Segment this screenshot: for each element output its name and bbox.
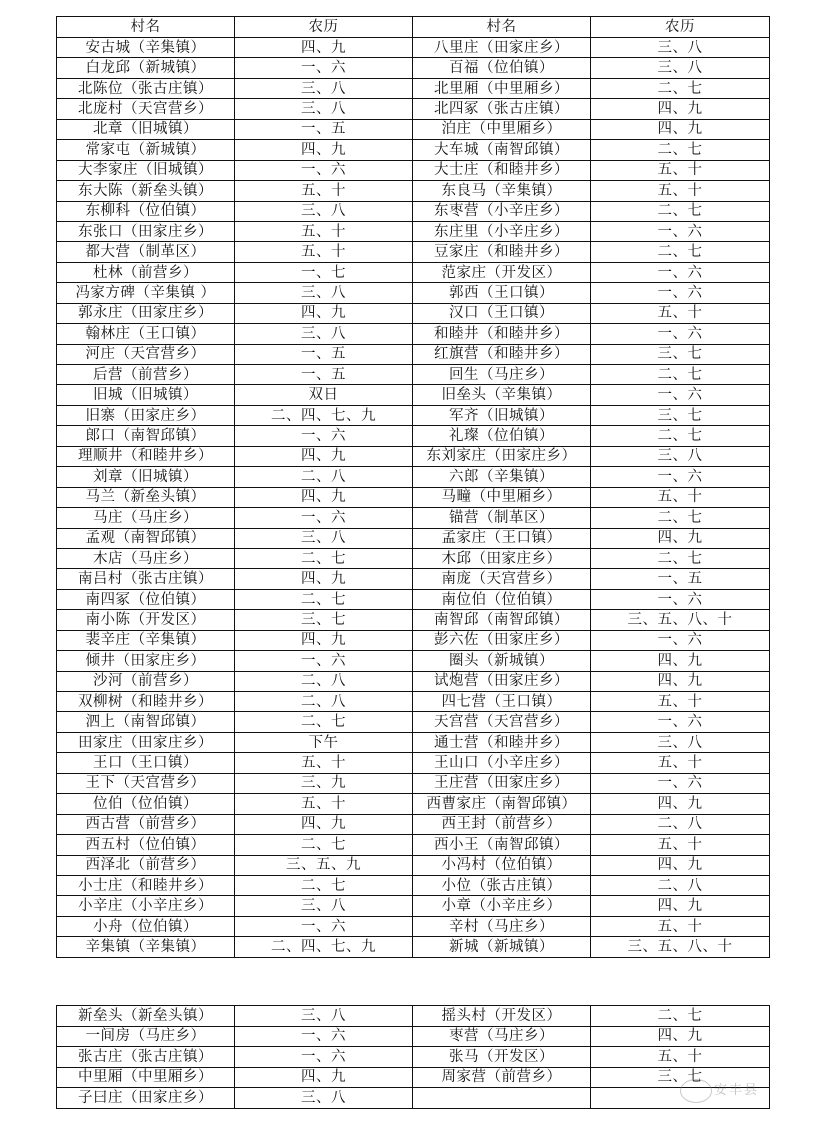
lunar-days-cell: 一、五 xyxy=(591,569,770,589)
table-row xyxy=(57,426,770,446)
lunar-days-cell: 三、八 xyxy=(235,78,413,98)
village-name-cell: 南吕村（张古庄镇） xyxy=(57,569,235,589)
table-body xyxy=(57,1006,770,1109)
village-name-cell: 汉口（王口镇） xyxy=(413,303,591,323)
table-row xyxy=(57,651,770,671)
village-name-cell: 南小陈（开发区） xyxy=(57,610,235,630)
lunar-days-cell: 五、十 xyxy=(235,242,413,262)
village-name-cell: 西泽北（前营乡） xyxy=(57,855,235,875)
village-name-cell: 位伯（位伯镇） xyxy=(57,794,235,814)
village-name-cell: 南四冢（位伯镇） xyxy=(57,589,235,609)
village-name-cell: 双柳树（和睦井乡） xyxy=(57,692,235,712)
village-name-cell: 通士营（和睦井乡） xyxy=(413,732,591,752)
lunar-days-cell: 三、八 xyxy=(591,446,770,466)
table-row xyxy=(57,896,770,916)
table-row xyxy=(57,1026,770,1047)
table-row xyxy=(57,385,770,405)
village-name-cell: 南智邱（南智邱镇） xyxy=(413,610,591,630)
village-name-cell: 小士庄（和睦井乡） xyxy=(57,875,235,895)
lunar-days-cell: 三、七 xyxy=(591,344,770,364)
lunar-days-cell: 三、八 xyxy=(235,896,413,916)
table-row xyxy=(57,1006,770,1027)
lunar-days-cell: 二、七 xyxy=(591,242,770,262)
village-name-cell: 小辛庄（小辛庄乡） xyxy=(57,896,235,916)
village-name-cell xyxy=(413,1088,591,1109)
village-name-cell: 周家营（前营乡） xyxy=(413,1067,591,1088)
village-name-cell: 北陈位（张古庄镇） xyxy=(57,78,235,98)
lunar-days-cell: 三、八 xyxy=(591,732,770,752)
lunar-days-cell: 五、十 xyxy=(591,692,770,712)
lunar-days-cell: 四、九 xyxy=(235,446,413,466)
lunar-days-cell: 一、六 xyxy=(591,589,770,609)
lunar-days-cell: 三、七 xyxy=(591,405,770,425)
village-name-cell: 东刘家庄（田家庄乡） xyxy=(413,446,591,466)
village-name-cell: 安古城（辛集镇） xyxy=(57,38,235,58)
village-name-cell: 南庞（天宫营乡） xyxy=(413,569,591,589)
lunar-days-cell: 四、九 xyxy=(235,569,413,589)
table-row xyxy=(57,610,770,630)
lunar-days-cell: 三、八 xyxy=(235,99,413,119)
lunar-days-cell: 四、九 xyxy=(235,487,413,507)
lunar-days-cell: 四、九 xyxy=(591,671,770,691)
lunar-days-cell: 二、七 xyxy=(591,1006,770,1027)
table-row xyxy=(57,78,770,98)
village-name-cell: 南位伯（位伯镇） xyxy=(413,589,591,609)
village-name-cell: 马疃（中里厢乡） xyxy=(413,487,591,507)
village-name-cell: 郎口（南智邱镇） xyxy=(57,426,235,446)
village-name-cell: 礼璨（位伯镇） xyxy=(413,426,591,446)
lunar-days-cell: 五、十 xyxy=(591,1047,770,1068)
table-row xyxy=(57,365,770,385)
table-row xyxy=(57,303,770,323)
table-row xyxy=(57,753,770,773)
lunar-days-cell: 五、十 xyxy=(591,487,770,507)
village-name-cell: 河庄（天宫营乡） xyxy=(57,344,235,364)
table-row xyxy=(57,221,770,241)
lunar-days-cell: 一、六 xyxy=(591,712,770,732)
lunar-days-cell: 四、九 xyxy=(591,794,770,814)
table-row xyxy=(57,508,770,528)
village-name-cell: 白龙邱（新城镇） xyxy=(57,58,235,78)
village-name-cell: 西小王（南智邱镇） xyxy=(413,835,591,855)
lunar-days-cell: 二、七 xyxy=(235,548,413,568)
lunar-days-cell: 一、六 xyxy=(591,630,770,650)
village-name-cell: 范家庄（开发区） xyxy=(413,262,591,282)
village-name-cell: 王下（天宫营乡） xyxy=(57,773,235,793)
village-name-cell: 都大营（制革区） xyxy=(57,242,235,262)
header-village-name: 村名 xyxy=(57,17,235,38)
lunar-days-cell: 二、八 xyxy=(235,692,413,712)
table-row xyxy=(57,835,770,855)
table-row xyxy=(57,242,770,262)
village-name-cell: 锚营（制革区） xyxy=(413,508,591,528)
table-row xyxy=(57,855,770,875)
table-row xyxy=(57,814,770,834)
lunar-days-cell: 二、七 xyxy=(591,548,770,568)
table-row xyxy=(57,773,770,793)
table-row xyxy=(57,99,770,119)
lunar-days-cell: 二、七 xyxy=(591,78,770,98)
village-name-cell: 郭西（王口镇） xyxy=(413,283,591,303)
village-name-cell: 军齐（旧城镇） xyxy=(413,405,591,425)
village-name-cell: 泊庄（中里厢乡） xyxy=(413,119,591,139)
table-row xyxy=(57,405,770,425)
village-name-cell: 马兰（新垒头镇） xyxy=(57,487,235,507)
village-name-cell: 王山口（小辛庄乡） xyxy=(413,753,591,773)
village-name-cell: 北章（旧城镇） xyxy=(57,119,235,139)
lunar-days-cell: 一、六 xyxy=(235,426,413,446)
village-name-cell: 大车城（南智邱镇） xyxy=(413,140,591,160)
village-name-cell: 东庄里（小辛庄乡） xyxy=(413,221,591,241)
lunar-days-cell xyxy=(591,1088,770,1109)
village-name-cell: 冯家方碑（辛集镇 ） xyxy=(57,283,235,303)
lunar-days-cell: 二、七 xyxy=(235,835,413,855)
table-row xyxy=(57,937,770,957)
village-name-cell: 张马（开发区） xyxy=(413,1047,591,1068)
lunar-days-cell: 一、六 xyxy=(591,283,770,303)
lunar-days-cell: 三、八 xyxy=(591,58,770,78)
table-row xyxy=(57,181,770,201)
lunar-days-cell: 四、九 xyxy=(235,303,413,323)
lunar-days-cell: 三、八 xyxy=(591,38,770,58)
header-lunar-days: 农历 xyxy=(235,17,413,38)
village-name-cell: 子曰庄（田家庄乡） xyxy=(57,1088,235,1109)
village-name-cell: 木邱（田家庄乡） xyxy=(413,548,591,568)
village-name-cell: 新城（新城镇） xyxy=(413,937,591,957)
village-name-cell: 沙河（前营乡） xyxy=(57,671,235,691)
village-name-cell: 东大陈（新垒头镇） xyxy=(57,181,235,201)
table-row xyxy=(57,528,770,548)
table-row xyxy=(57,548,770,568)
lunar-days-cell: 二、八 xyxy=(235,467,413,487)
lunar-days-cell: 五、十 xyxy=(235,753,413,773)
village-name-cell: 郭永庄（田家庄乡） xyxy=(57,303,235,323)
lunar-days-cell: 三、七 xyxy=(591,1067,770,1088)
lunar-days-cell: 一、六 xyxy=(591,262,770,282)
table-row xyxy=(57,487,770,507)
lunar-days-cell: 一、六 xyxy=(235,58,413,78)
village-name-cell: 中里厢（中里厢乡） xyxy=(57,1067,235,1088)
lunar-days-cell: 二、七 xyxy=(591,140,770,160)
lunar-days-cell: 五、十 xyxy=(235,181,413,201)
village-name-cell: 大李家庄（旧城镇） xyxy=(57,160,235,180)
village-name-cell: 刘章（旧城镇） xyxy=(57,467,235,487)
village-name-cell: 旧城（旧城镇） xyxy=(57,385,235,405)
lunar-days-cell: 五、十 xyxy=(591,753,770,773)
lunar-days-cell: 四、九 xyxy=(235,140,413,160)
lunar-days-cell: 四、九 xyxy=(235,814,413,834)
lunar-days-cell: 一、五 xyxy=(235,344,413,364)
village-name-cell: 倾井（田家庄乡） xyxy=(57,651,235,671)
village-name-cell: 四七营（王口镇） xyxy=(413,692,591,712)
lunar-days-cell: 二、七 xyxy=(235,589,413,609)
village-name-cell: 小位（张古庄镇） xyxy=(413,875,591,895)
lunar-days-cell: 三、九 xyxy=(235,773,413,793)
table-row xyxy=(57,324,770,344)
table-row xyxy=(57,262,770,282)
lunar-days-cell: 一、五 xyxy=(235,119,413,139)
table-row xyxy=(57,875,770,895)
village-name-cell: 东枣营（小辛庄乡） xyxy=(413,201,591,221)
village-name-cell: 孟家庄（王口镇） xyxy=(413,528,591,548)
lunar-days-cell: 五、十 xyxy=(591,835,770,855)
village-name-cell: 王口（王口镇） xyxy=(57,753,235,773)
lunar-days-cell: 一、六 xyxy=(591,221,770,241)
lunar-days-cell: 二、八 xyxy=(235,671,413,691)
village-name-cell: 东良马（辛集镇） xyxy=(413,181,591,201)
lunar-days-cell: 四、九 xyxy=(235,38,413,58)
village-name-cell: 王庄营（田家庄乡） xyxy=(413,773,591,793)
village-name-cell: 红旗营（和睦井乡） xyxy=(413,344,591,364)
village-name-cell: 小舟（位伯镇） xyxy=(57,916,235,936)
village-name-cell: 一间房（马庄乡） xyxy=(57,1026,235,1047)
lunar-days-cell: 一、六 xyxy=(591,467,770,487)
lunar-days-cell: 一、六 xyxy=(235,651,413,671)
lunar-days-cell: 一、六 xyxy=(235,1047,413,1068)
lunar-days-cell: 三、五、九 xyxy=(235,855,413,875)
village-name-cell: 杜林（前营乡） xyxy=(57,262,235,282)
lunar-days-cell: 一、六 xyxy=(591,385,770,405)
lunar-days-cell: 二、七 xyxy=(235,875,413,895)
village-name-cell: 孟观（南智邱镇） xyxy=(57,528,235,548)
table-row xyxy=(57,160,770,180)
village-name-cell: 圈头（新城镇） xyxy=(413,651,591,671)
village-name-cell: 六郎（辛集镇） xyxy=(413,467,591,487)
table-row xyxy=(57,671,770,691)
village-name-cell: 豆家庄（和睦井乡） xyxy=(413,242,591,262)
village-name-cell: 大士庄（和睦井乡） xyxy=(413,160,591,180)
lunar-days-cell: 二、八 xyxy=(591,814,770,834)
village-name-cell: 常家屯（新城镇） xyxy=(57,140,235,160)
village-name-cell: 摇头村（开发区） xyxy=(413,1006,591,1027)
table-row xyxy=(57,569,770,589)
lunar-days-cell: 下午 xyxy=(235,732,413,752)
table-row xyxy=(57,140,770,160)
lunar-days-cell: 二、七 xyxy=(591,508,770,528)
lunar-days-cell: 二、七 xyxy=(235,712,413,732)
lunar-days-cell: 三、五、八、十 xyxy=(591,610,770,630)
village-name-cell: 泗上（南智邱镇） xyxy=(57,712,235,732)
village-name-cell: 北庞村（天宫营乡） xyxy=(57,99,235,119)
village-name-cell: 旧寨（田家庄乡） xyxy=(57,405,235,425)
village-name-cell: 百福（位伯镇） xyxy=(413,58,591,78)
lunar-days-cell: 四、九 xyxy=(591,119,770,139)
lunar-days-cell: 三、八 xyxy=(235,1088,413,1109)
table-row xyxy=(57,446,770,466)
market-day-table-continued xyxy=(56,1005,770,1109)
lunar-days-cell: 一、六 xyxy=(591,324,770,344)
lunar-days-cell: 四、九 xyxy=(591,99,770,119)
header-lunar-days: 农历 xyxy=(591,17,770,38)
lunar-days-cell: 二、四、七、九 xyxy=(235,937,413,957)
table-header-row xyxy=(57,17,770,38)
lunar-days-cell: 四、九 xyxy=(235,630,413,650)
village-name-cell: 辛集镇（辛集镇） xyxy=(57,937,235,957)
village-name-cell: 小冯村（位伯镇） xyxy=(413,855,591,875)
village-name-cell: 西王封（前营乡） xyxy=(413,814,591,834)
village-name-cell: 田家庄（田家庄乡） xyxy=(57,732,235,752)
village-name-cell: 和睦井（和睦井乡） xyxy=(413,324,591,344)
table-row xyxy=(57,732,770,752)
table-row xyxy=(57,1067,770,1088)
table-row xyxy=(57,916,770,936)
table-row xyxy=(57,58,770,78)
village-name-cell: 理顺井（和睦井乡） xyxy=(57,446,235,466)
village-name-cell: 西曹家庄（南智邱镇） xyxy=(413,794,591,814)
table-row xyxy=(57,38,770,58)
lunar-days-cell: 四、九 xyxy=(591,1026,770,1047)
lunar-days-cell: 四、九 xyxy=(591,651,770,671)
table-row xyxy=(57,283,770,303)
lunar-days-cell: 二、八 xyxy=(591,875,770,895)
table-row xyxy=(57,1088,770,1109)
lunar-days-cell: 一、六 xyxy=(235,508,413,528)
village-name-cell: 辛村（马庄乡） xyxy=(413,916,591,936)
table-row xyxy=(57,1047,770,1068)
lunar-days-cell: 一、五 xyxy=(235,365,413,385)
village-name-cell: 后营（前营乡） xyxy=(57,365,235,385)
table-row xyxy=(57,692,770,712)
lunar-days-cell: 五、十 xyxy=(235,221,413,241)
table-row xyxy=(57,467,770,487)
village-name-cell: 北里厢（中里厢乡） xyxy=(413,78,591,98)
lunar-days-cell: 一、七 xyxy=(235,262,413,282)
table-row xyxy=(57,201,770,221)
village-name-cell: 新垒头（新垒头镇） xyxy=(57,1006,235,1027)
lunar-days-cell: 四、九 xyxy=(591,855,770,875)
village-name-cell: 天宫营（天宫营乡） xyxy=(413,712,591,732)
village-name-cell: 马庄（马庄乡） xyxy=(57,508,235,528)
lunar-days-cell: 三、七 xyxy=(235,610,413,630)
lunar-days-cell: 双日 xyxy=(235,385,413,405)
lunar-days-cell: 一、六 xyxy=(591,773,770,793)
watermark-text: 安丰县 xyxy=(714,1083,760,1098)
village-name-cell: 西古营（前营乡） xyxy=(57,814,235,834)
village-name-cell: 试炮营（田家庄乡） xyxy=(413,671,591,691)
lunar-days-cell: 一、六 xyxy=(235,160,413,180)
village-name-cell: 旧垒头（辛集镇） xyxy=(413,385,591,405)
village-name-cell: 枣营（马庄乡） xyxy=(413,1026,591,1047)
table-row xyxy=(57,712,770,732)
lunar-days-cell: 三、五、八、十 xyxy=(591,937,770,957)
village-name-cell: 西五村（位伯镇） xyxy=(57,835,235,855)
lunar-days-cell: 三、八 xyxy=(235,1006,413,1027)
market-day-table xyxy=(56,16,770,958)
lunar-days-cell: 三、八 xyxy=(235,201,413,221)
lunar-days-cell: 三、八 xyxy=(235,324,413,344)
lunar-days-cell: 三、八 xyxy=(235,283,413,303)
village-name-cell: 东柳科（位伯镇） xyxy=(57,201,235,221)
lunar-days-cell: 三、八 xyxy=(235,528,413,548)
table-row xyxy=(57,119,770,139)
lunar-days-cell: 一、六 xyxy=(235,1026,413,1047)
village-name-cell: 小章（小辛庄乡） xyxy=(413,896,591,916)
lunar-days-cell: 一、六 xyxy=(235,916,413,936)
lunar-days-cell: 四、九 xyxy=(591,896,770,916)
village-name-cell: 裴辛庄（辛集镇） xyxy=(57,630,235,650)
lunar-days-cell: 四、九 xyxy=(235,1067,413,1088)
lunar-days-cell: 四、九 xyxy=(591,528,770,548)
lunar-days-cell: 五、十 xyxy=(235,794,413,814)
lunar-days-cell: 二、四、七、九 xyxy=(235,405,413,425)
village-name-cell: 张古庄（张古庄镇） xyxy=(57,1047,235,1068)
village-name-cell: 彭六佐（田家庄乡） xyxy=(413,630,591,650)
village-name-cell: 木店（马庄乡） xyxy=(57,548,235,568)
table-row xyxy=(57,794,770,814)
table-row xyxy=(57,344,770,364)
lunar-days-cell: 二、七 xyxy=(591,365,770,385)
lunar-days-cell: 二、七 xyxy=(591,426,770,446)
village-name-cell: 回生（马庄乡） xyxy=(413,365,591,385)
lunar-days-cell: 五、十 xyxy=(591,160,770,180)
village-name-cell: 北四冢（张古庄镇） xyxy=(413,99,591,119)
village-name-cell: 八里庄（田家庄乡） xyxy=(413,38,591,58)
table-row xyxy=(57,630,770,650)
header-village-name: 村名 xyxy=(413,17,591,38)
village-name-cell: 东张口（田家庄乡） xyxy=(57,221,235,241)
lunar-days-cell: 五、十 xyxy=(591,181,770,201)
lunar-days-cell: 五、十 xyxy=(591,916,770,936)
table-body xyxy=(57,38,770,958)
lunar-days-cell: 二、七 xyxy=(591,201,770,221)
lunar-days-cell: 五、十 xyxy=(591,303,770,323)
table-row xyxy=(57,589,770,609)
village-name-cell: 翰林庄（王口镇） xyxy=(57,324,235,344)
